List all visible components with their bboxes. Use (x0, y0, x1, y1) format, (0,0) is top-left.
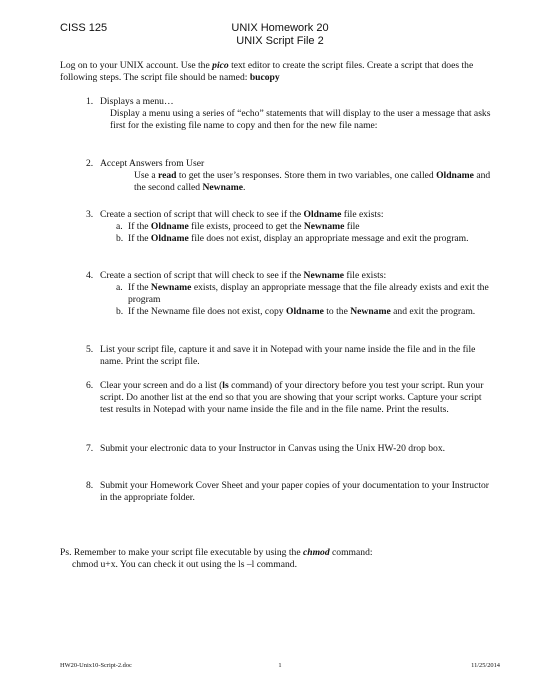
step-5: 5. List your script file, capture it and save it in Notepad with your name inside the file and in the file name. Print the script file. (86, 344, 476, 367)
step-2: 2. Accept Answers from User Use a read to get the user’s responses. Store them in two variables, one called Oldname and the second called Newname. (86, 158, 496, 194)
script-filename: bucopy (249, 72, 280, 83)
pico-emphasis: pico (212, 60, 229, 71)
footer-page-number: 1 (278, 662, 282, 669)
step-7: 7. Submit your electronic data to your Instructor in Canvas using the Unix HW-20 drop box. (86, 443, 446, 454)
step-4-sub-a: a. If the Newname exists, display an appropriate message that the file already exists and exit the program (116, 282, 489, 305)
step-6: 6. Clear your screen and do a list (ls command) of your directory before you test your script. Run your script. Do another list at the end so that you are showing that your script works. Capture your script test results in Notepad with your name inside the file and in the file name. Print the results. (86, 380, 484, 415)
title-line-2: UNIX Script File 2 (236, 35, 324, 47)
course-code: CISS 125 (60, 22, 108, 34)
step-3-sub-a: a. If the Oldname file exists, proceed to get the Newname file (116, 221, 360, 232)
step-4: 4. Create a section of script that will check to see if the Newname file exists: a. If the Newname exists, display an appropriate message that the file already exists and exit the program b. If the Newname file does not exist, copy Oldname to the Newname and exit the program. (86, 270, 496, 318)
document-title (0, 22, 560, 48)
footer-date: 11/25/2014 (471, 662, 500, 669)
step-1-description: Display a menu using a series of “echo” statements that will display to the user a message that asks first for the existing file name to copy and then for the new file name: (110, 108, 491, 131)
postscript-note: Ps. Remember to make your script file executable by using the chmod command: chmod u+x. You can check it out using the ls –l command. (60, 547, 373, 570)
intro-paragraph: Log on to your UNIX account. Use the pico text editor to create the script files. Create a script that does the following steps. The script file should be named: bucopy (60, 60, 474, 83)
step-1: 1. Displays a menu… Display a menu using a series of “echo” statements that will display to the user a message that asks first for the existing file name to copy and then for the new file name: (86, 96, 496, 132)
footer-filename: HW20-Unix10-Script-2.doc (60, 662, 132, 669)
step-2-description: Use a read to get the user’s responses. Store them in two variables, one called Oldname and the second called Newname. (134, 170, 491, 193)
step-3-sub-b: b. If the Oldname file does not exist, display an appropriate message and exit the program. (116, 233, 469, 244)
chmod-emphasis: chmod (302, 547, 330, 558)
step-8: 8. Submit your Homework Cover Sheet and your paper copies of your documentation to your Instructor in the appropriate folder. (86, 480, 489, 503)
title-line-1: UNIX Homework 20 (231, 22, 329, 34)
step-3: 3. Create a section of script that will check to see if the Oldname file exists: a. If the Oldname file exists, proceed to get the Newname file b. If the Oldname file does not exist, display an appropriate message and exit the program. (86, 209, 496, 245)
step-4-sub-b: b. If the Newname file does not exist, copy Oldname to the Newname and exit the program. (116, 306, 476, 317)
